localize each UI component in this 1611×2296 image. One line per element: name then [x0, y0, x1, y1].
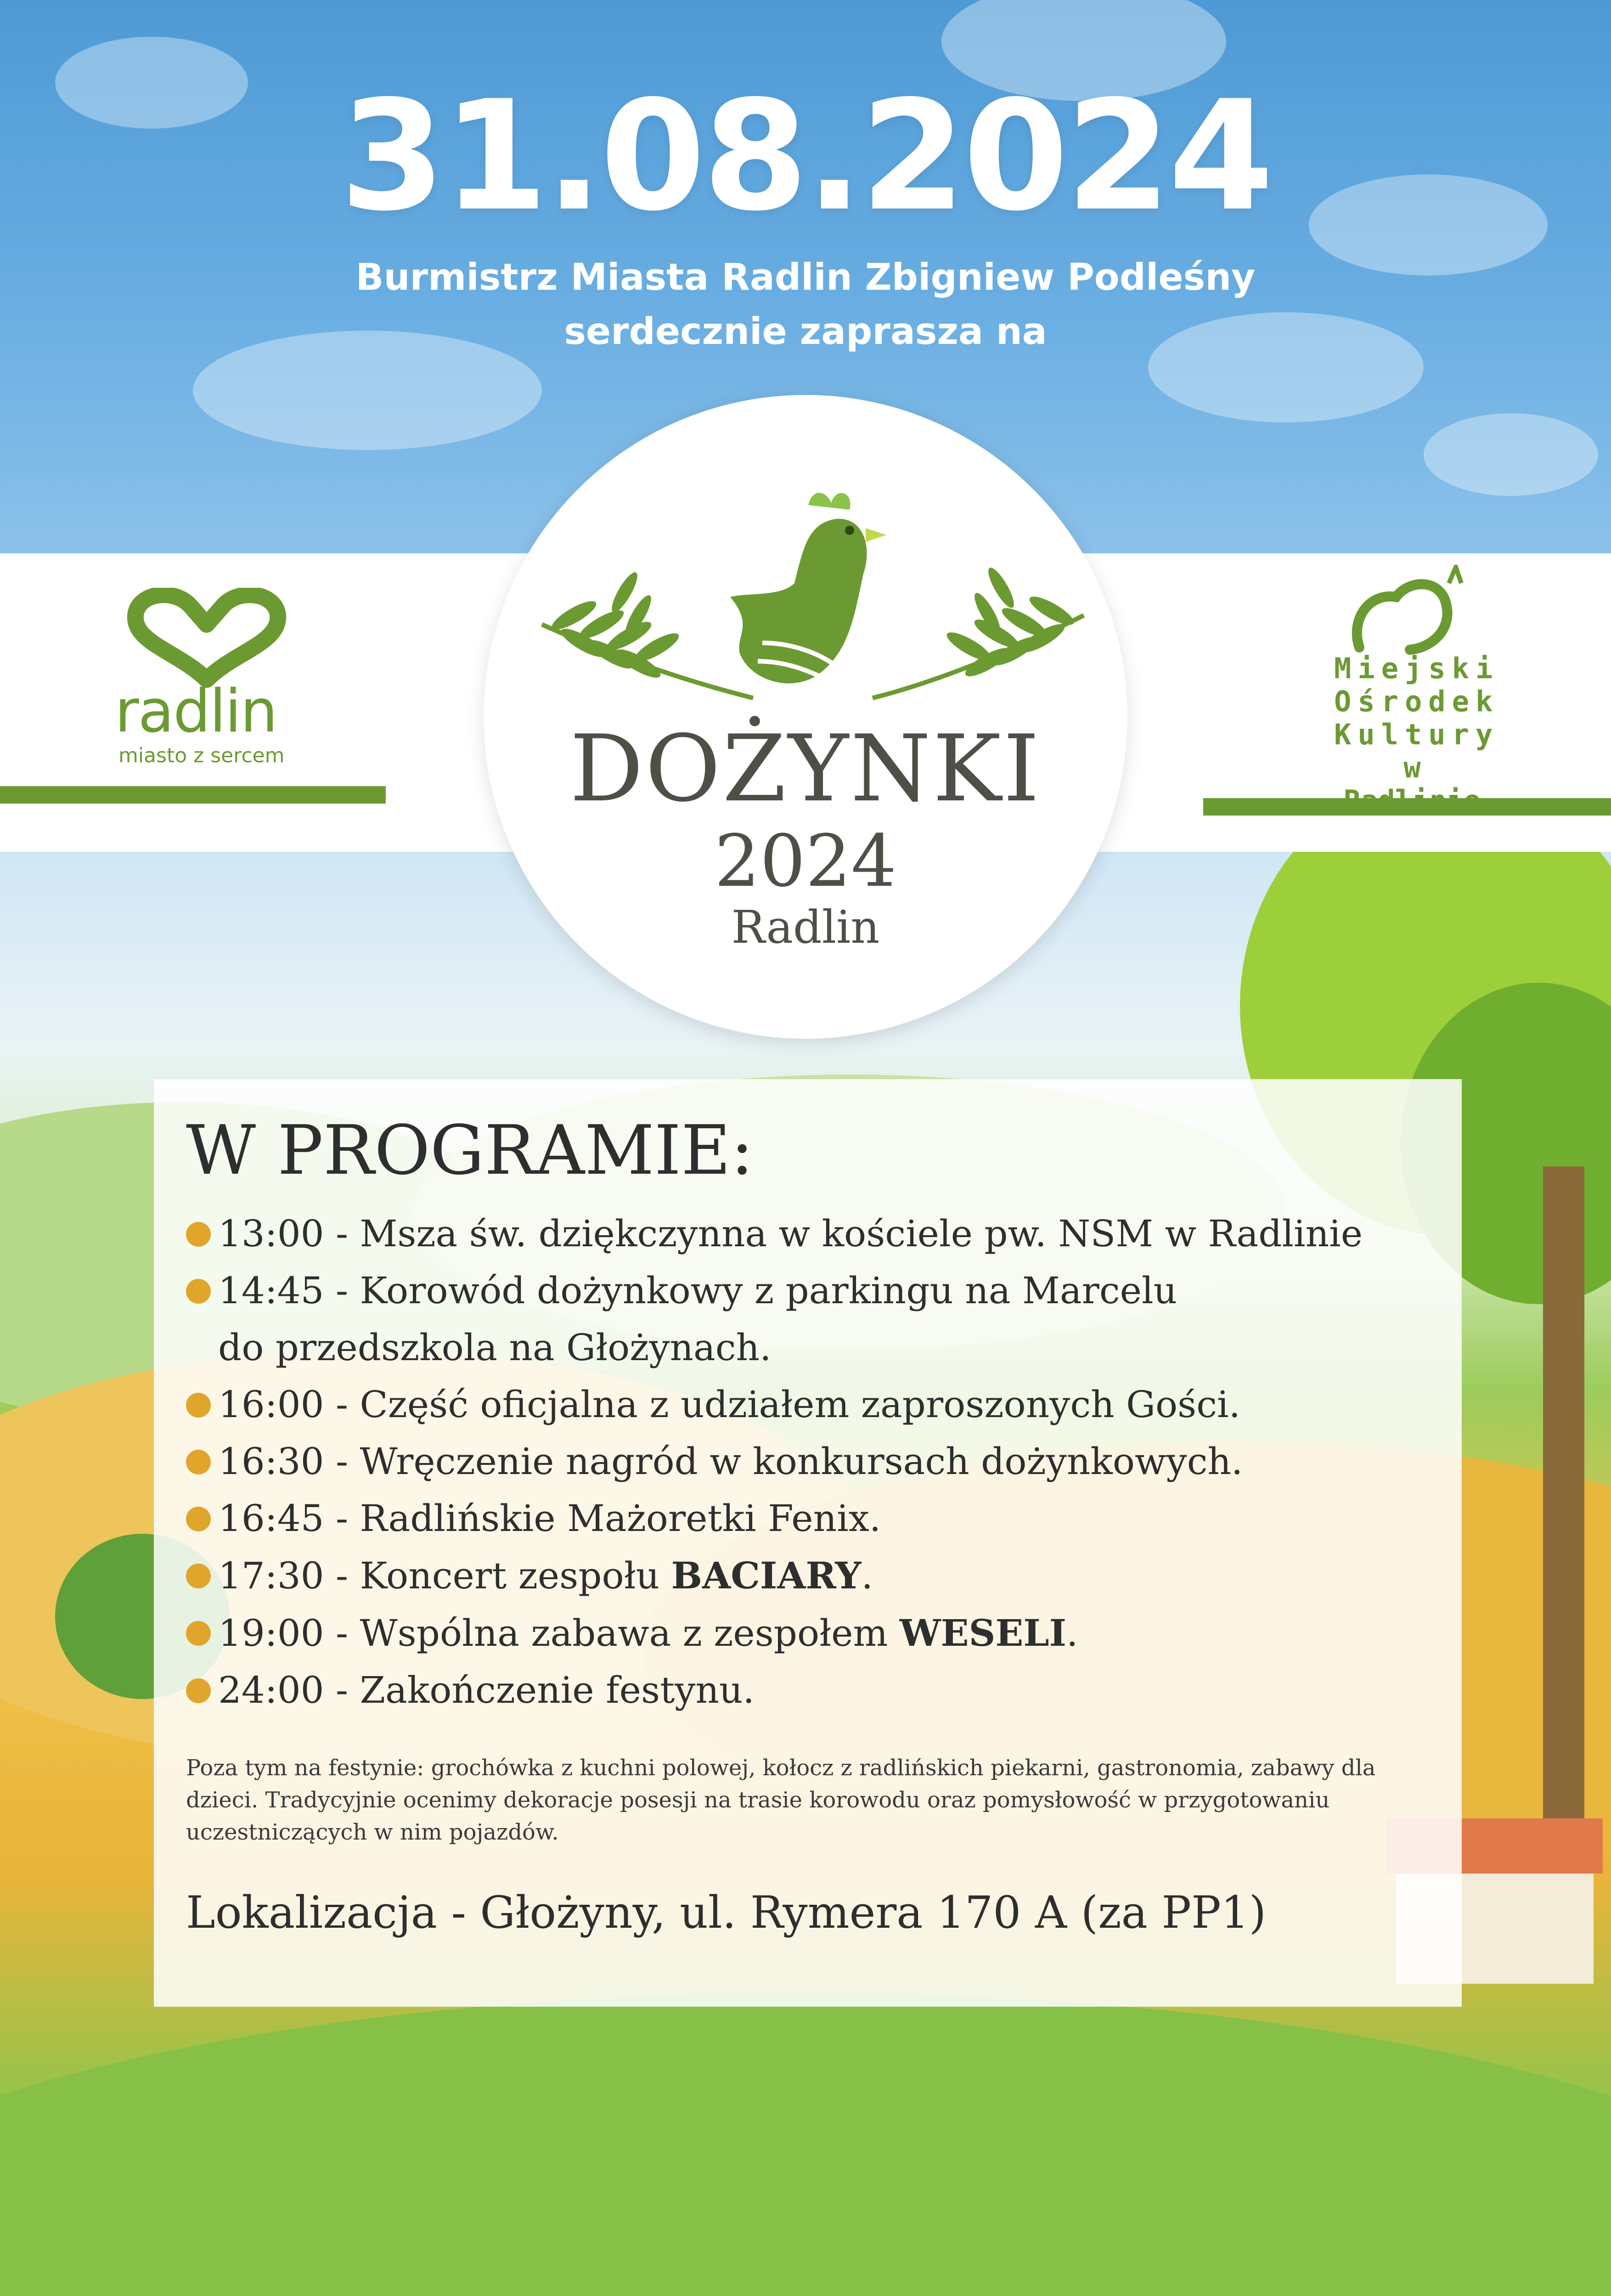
program-note: Poza tym na festynie: grochówka z kuchni polowej, kołocz z radlińskich piekarni, gastronomia, zabawy dla dzieci. Tradycyjnie ocenimy dekoracje posesji na trasie korowodu oraz pomysłowość w przygotowaniu uczestniczących w nim pojazdów.	[186, 1755, 1376, 1845]
program-item-text: 14:45 - Korowód dożynkowy z parkingu na Marcelu	[218, 1269, 1177, 1312]
event-year: 2024	[714, 819, 897, 903]
mok-logo-text	[1334, 652, 1499, 817]
bullet-icon	[186, 1450, 211, 1474]
hen-icon	[730, 493, 886, 683]
program-item	[186, 1547, 1426, 1604]
band-name: WESELI	[899, 1611, 1066, 1654]
program-item-text: 16:45 - Radlińskie Mażoretki Fenix.	[218, 1497, 881, 1540]
bullet-icon	[186, 1621, 211, 1646]
program-item	[186, 1205, 1426, 1262]
program-item-text: 16:00 - Część oficjalna z udziałem zaproszonych Gości.	[218, 1383, 1241, 1426]
bullet-icon	[186, 1507, 211, 1531]
event-town: Radlin	[731, 901, 880, 954]
mok-line: Kultury	[1334, 718, 1499, 751]
mok-line: Miejski	[1334, 652, 1499, 685]
event-location: Lokalizacja - Głożyny, ul. Rymera 170 A (za PP1)	[186, 1887, 1267, 1938]
program-item	[186, 1490, 1426, 1547]
event-title-block	[484, 716, 1127, 955]
program-item-punct: .	[861, 1554, 873, 1597]
radlin-logo-tagline: miasto z sercem	[118, 744, 285, 767]
program-item	[186, 1262, 1426, 1376]
program-item-text: 19:00 - Wspólna zabawa z zespołem	[218, 1612, 900, 1654]
program-item-text: 17:30 - Koncert zespołu	[218, 1554, 671, 1597]
bullet-icon	[186, 1564, 211, 1588]
wheat-right-icon	[873, 565, 1084, 698]
wheat-left-icon	[542, 569, 753, 698]
band-name: BACIARY	[671, 1554, 862, 1597]
bullet-icon	[186, 1279, 211, 1304]
program-list	[186, 1205, 1426, 1719]
bullet-icon	[186, 1393, 211, 1418]
program-item-punct: .	[1066, 1612, 1078, 1654]
bullet-icon	[186, 1678, 211, 1703]
invitation-line-2: serdecznie zaprasza na	[564, 310, 1047, 353]
mok-bird-icon	[1341, 565, 1479, 666]
event-title: DOŻYNKI	[569, 715, 1042, 822]
meadow	[0, 1993, 1611, 2296]
program-item	[186, 1433, 1426, 1490]
bullet-icon	[186, 1222, 211, 1247]
program-item	[186, 1376, 1426, 1433]
program-item	[186, 1604, 1426, 1662]
band-stripe-left	[0, 786, 386, 804]
tree-trunk	[1543, 1166, 1584, 1855]
program-item-text: 13:00 - Msza św. dziękczynna w kościele pw. NSM w Radlinie	[218, 1212, 1363, 1255]
program-item-text: 24:00 - Zakończenie festynu.	[218, 1669, 755, 1711]
radlin-logo-text: radlin	[115, 677, 277, 746]
invitation-text	[0, 250, 1611, 359]
cloud	[1424, 413, 1598, 496]
program-item-text-continued: do przedszkola na Głożynach.	[218, 1326, 772, 1369]
hen-and-wheat-icon	[533, 478, 1093, 735]
program-item-text: 16:30 - Wręczenie nagród w konkursach dożynkowych.	[218, 1440, 1243, 1483]
event-date: 31.08.2024	[340, 68, 1271, 244]
program-heading: W PROGRAMIE:	[186, 1111, 754, 1190]
invitation-line-1: Burmistrz Miasta Radlin Zbigniew Podleśny	[355, 256, 1256, 298]
mok-line: Ośrodek	[1334, 685, 1499, 718]
program-item	[186, 1662, 1426, 1719]
mok-line: w Radlinie	[1343, 751, 1481, 817]
